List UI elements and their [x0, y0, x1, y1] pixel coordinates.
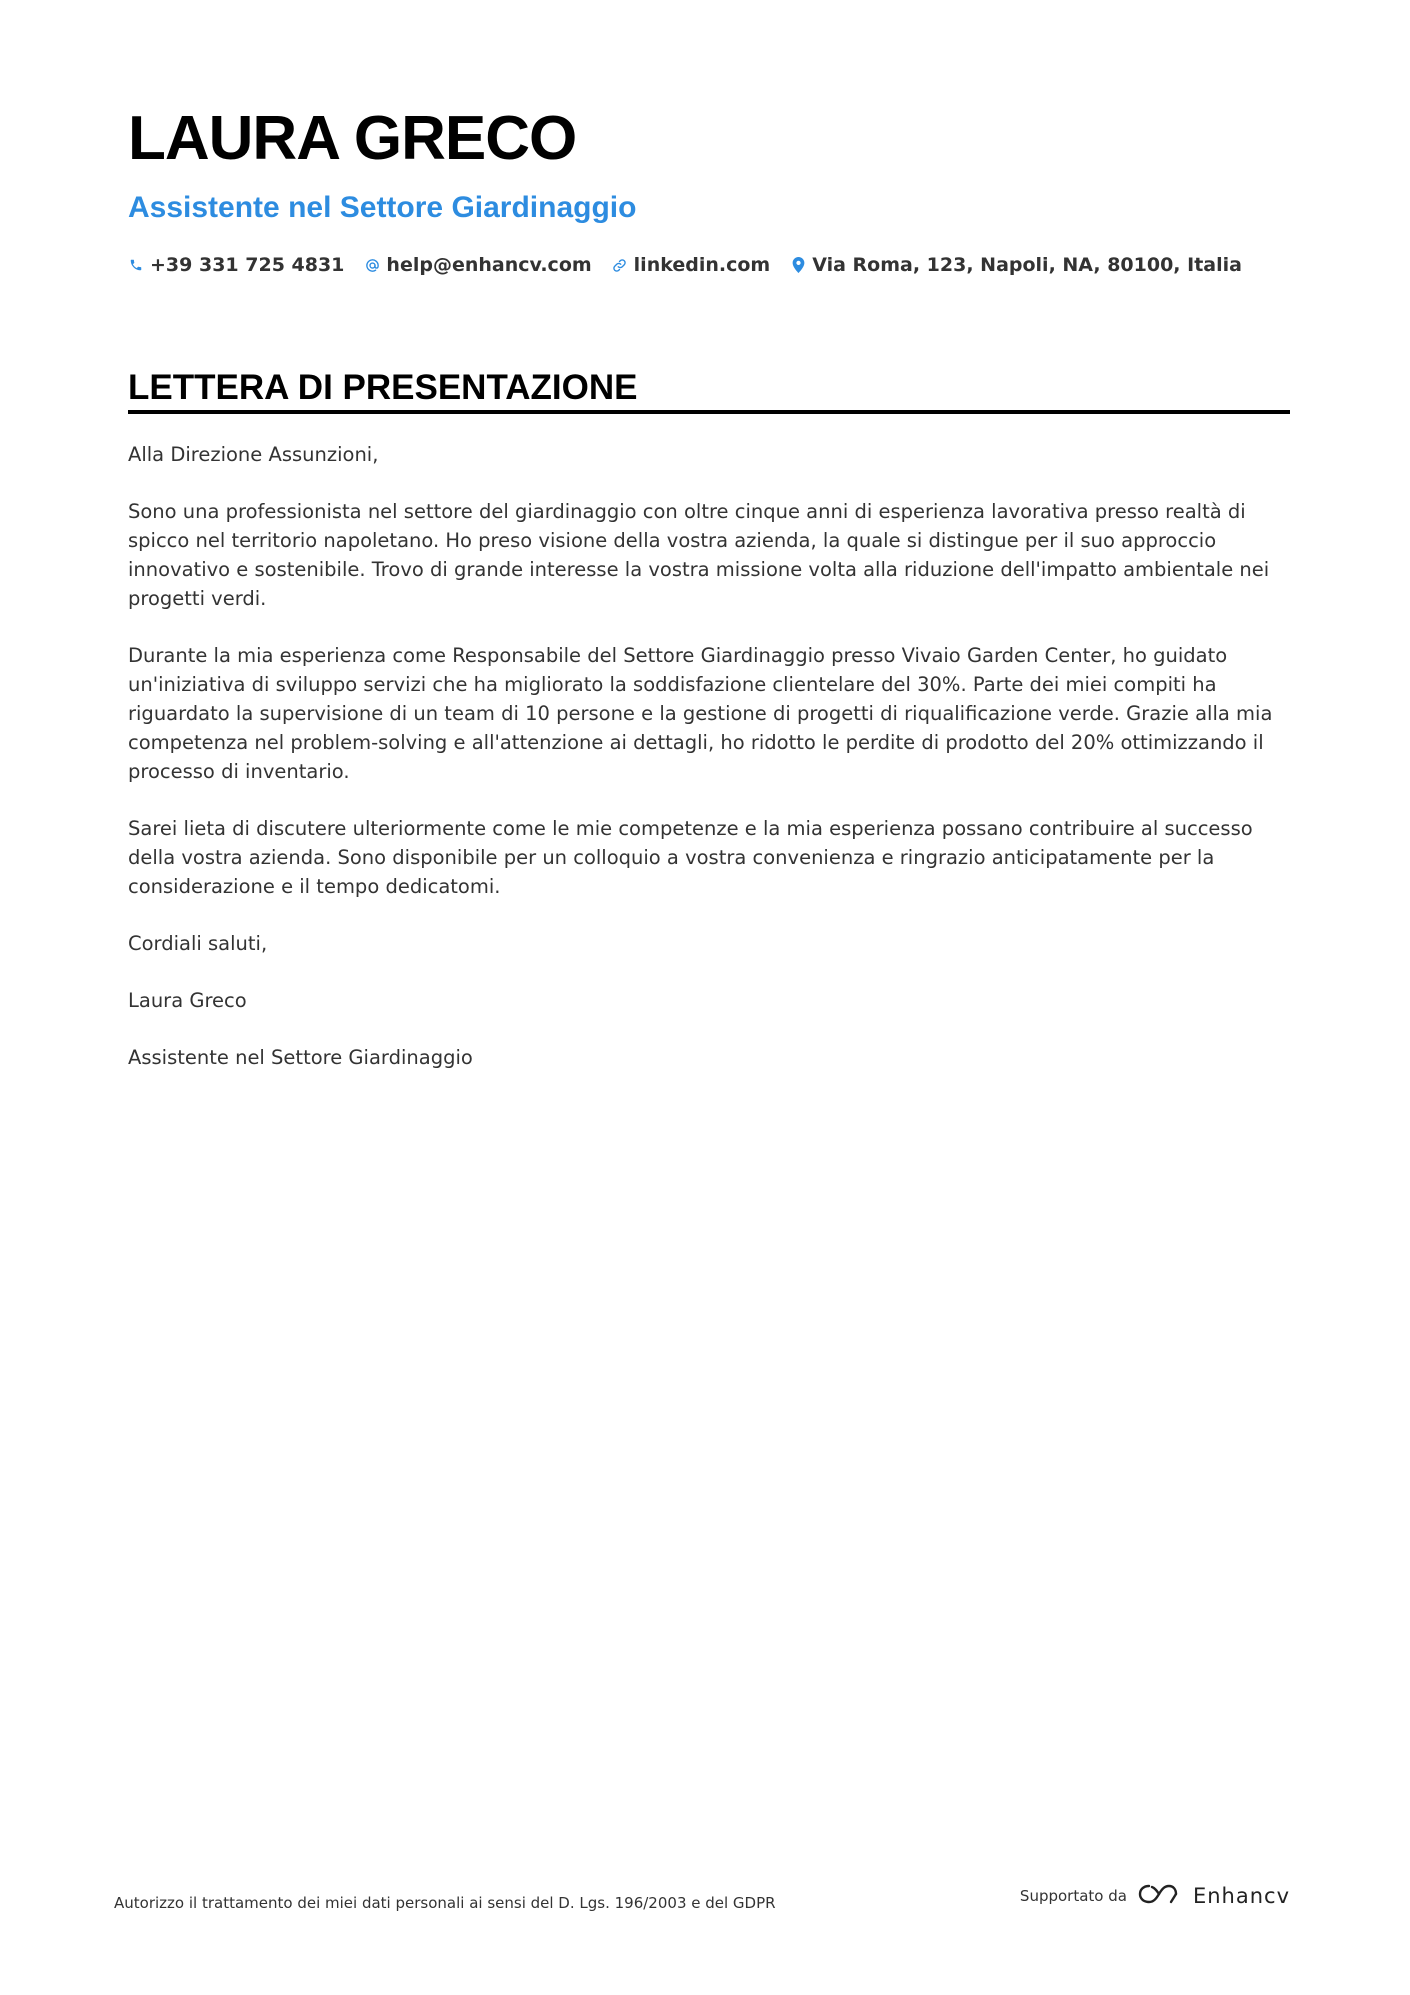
letter-closing: Cordiali saluti, — [128, 932, 268, 955]
phone-text[interactable]: +39 331 725 4831 — [150, 254, 345, 276]
letter-paragraph: Sono una professionista nel settore del giardinaggio con oltre cinque anni di esperienza lavorativa presso realtà di spicco nel territorio napoletano. Ho preso visione della vostra azienda, la quale si distingue per il suo approccio innovativo e sostenibile. Trovo di grande interesse la vostra missione volta alla riduzione dell'impatto ambientale nei progetti verdi. — [128, 500, 1270, 610]
signature-role: Assistente nel Settore Giardinaggio — [128, 1046, 473, 1069]
location-pin-icon — [790, 256, 806, 274]
phone-icon — [128, 256, 144, 274]
privacy-note: Autorizzo il trattamento dei miei dati personali ai sensi del D. Lgs. 196/2003 e del GDPR — [114, 1894, 776, 1912]
section-divider — [128, 410, 1290, 414]
footer-brand — [1014, 1882, 1290, 1910]
section-title: LETTERA DI PRESENTAZIONE — [128, 368, 638, 407]
letter-paragraph: Sarei lieta di discutere ulteriormente come le mie competenze e la mia esperienza possano contribuire al successo della vostra azienda. Sono disponibile per un colloquio a vostra convenienza e ringrazio anticipatamente per la considerazione e il tempo dedicatomi. — [128, 817, 1253, 898]
enhancv-logo-icon — [1137, 1882, 1183, 1910]
letter-greeting: Alla Direzione Assunzioni, — [128, 443, 379, 466]
email-text[interactable]: help@enhancv.com — [386, 254, 592, 276]
brand-name[interactable]: Enhancv — [1192, 1884, 1290, 1908]
address-text: Via Roma, 123, Napoli, NA, 80100, Italia — [812, 254, 1242, 276]
contact-phone — [128, 254, 344, 276]
supported-by-label: Supportato da — [1019, 1887, 1127, 1905]
contact-linkedin — [612, 254, 771, 276]
contact-email — [364, 254, 591, 276]
link-icon — [612, 256, 628, 274]
at-icon — [364, 256, 380, 274]
letter-body — [128, 440, 1290, 1100]
candidate-name: LAURA GRECO — [128, 104, 577, 173]
contact-address — [790, 254, 1242, 276]
signature-name: Laura Greco — [128, 989, 247, 1012]
contact-bar — [128, 254, 1242, 276]
letter-paragraph: Durante la mia esperienza come Responsabile del Settore Giardinaggio presso Vivaio Garden Center, ho guidato un'iniziativa di sviluppo servizi che ha migliorato la soddisfazione clientelare del 30%. Parte dei miei compiti ha riguardato la supervisione di un team di 10 persone e la gestione di progetti di riqualificazione verde. Grazie alla mia competenza nel problem-solving e all'attenzione ai dettagli, ho ridotto le perdite di prodotto del 20% ottimizzando il processo di inventario. — [128, 644, 1273, 783]
linkedin-text[interactable]: linkedin.com — [633, 254, 771, 276]
candidate-role: Assistente nel Settore Giardinaggio — [128, 191, 637, 224]
